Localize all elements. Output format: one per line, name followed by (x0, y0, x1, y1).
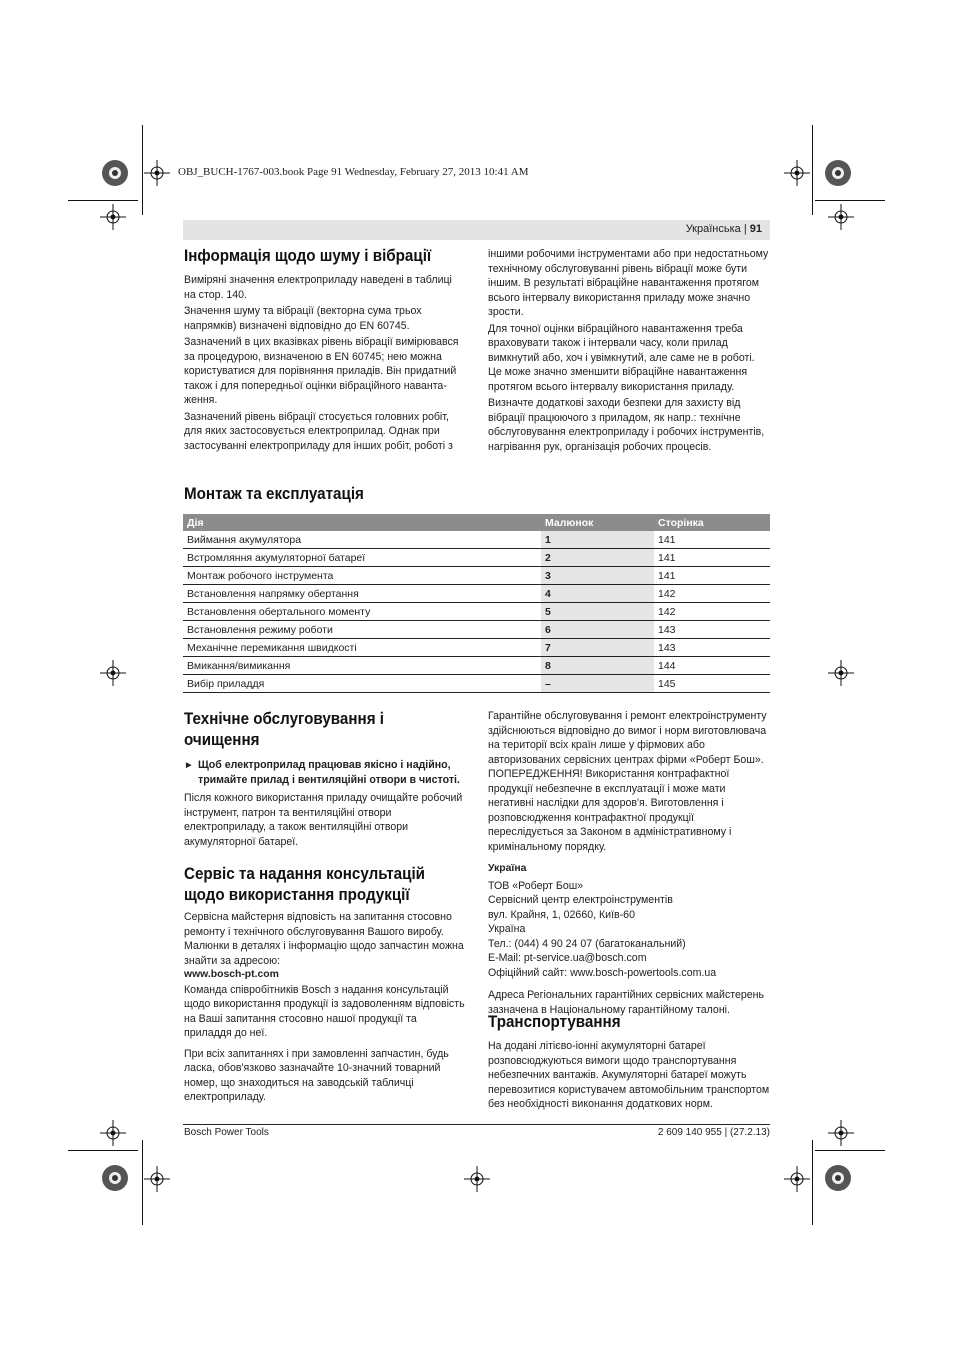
paragraph: Для точної оцінки вібраційного навантаження треба враховувати також і інтервали часу, коли прилад вимкнутий або, хоч і увімкнутий, але саме не в роботі. Це може значно зменшити вібраційне навантаження протягом всього інтервалу використання приладу. (488, 322, 755, 393)
cell-figure: 1 (541, 531, 654, 549)
address-line: Україна (488, 923, 526, 935)
cell-figure: 3 (541, 567, 654, 585)
paragraph: Виміряні значення електроприладу наведені в таблиці на стор. 140. (184, 274, 452, 301)
paragraph: Зазначений рівень вібрації стосується головних робіт, для яких застосовується електроприлад. Однак при застосуванні електроприладу для інших робіт, роботі з (184, 410, 453, 452)
page-number: 91 (749, 223, 762, 235)
address-line: ТОВ «Роберт Бош» (488, 879, 584, 892)
paragraph: іншими робочими інструментами або при недостатньому технічному обслуговуванні рівень вібрації може бути іншим. В результаті вібраційне навантаження протягом всього інтервалу використання приладу може значно зрости. (488, 248, 769, 318)
paragraph: Зазначений в цих вказівках рівень вібрації вимірювався за процедурою, визначеною в EN 60745; нею можна користуватися для порівняння приладів. Він придатний також і для попередньої оцінки вібраційного наванта-ження. (184, 336, 459, 406)
operation-title: Монтаж та експлуатація (184, 485, 364, 503)
website-link[interactable]: www.bosch-pt.com (184, 969, 279, 980)
crosshair-icon (828, 204, 854, 230)
cell-action: Виймання акумулятора (183, 531, 541, 549)
cell-figure: 7 (541, 639, 654, 657)
crosshair-icon (464, 1166, 490, 1192)
website-line[interactable]: Офіційний сайт: www.bosch-powertools.com.ua (488, 966, 717, 979)
operations-table (183, 514, 770, 693)
registration-mark-icon (823, 1163, 853, 1193)
table-row (183, 603, 770, 621)
noise-section (184, 246, 484, 267)
footer-doc-number: 2 609 140 955 | (27.2.13) (657, 1127, 770, 1138)
page-header (183, 220, 770, 240)
cell-figure: 5 (541, 603, 654, 621)
table-row (183, 621, 770, 639)
maintenance-body (184, 758, 466, 851)
table-row (183, 585, 770, 603)
paragraph: Визначте додаткові заходи безпеки для захисту від вібрації працюючого з приладом, як напр.: технічне обслуговування електроприладу і робочих інструментів, нагрівання рук, організація робочих процесів. (488, 397, 765, 453)
table-header-row (183, 514, 770, 531)
header-separator: | (743, 223, 747, 235)
address (488, 879, 770, 981)
registration-mark-icon (823, 158, 853, 188)
footer-divider (183, 1124, 770, 1125)
table-row (183, 639, 770, 657)
cell-figure: – (541, 675, 654, 693)
crosshair-icon (828, 660, 854, 686)
noise-title: Інформація щодо шуму і вібрації (184, 247, 432, 265)
cell-action: Встановлення обертального моменту (183, 603, 541, 621)
crosshair-icon (144, 160, 170, 186)
table-row (183, 657, 770, 675)
paragraph: Адреса Регіональних гарантійних сервісних майстерень зазначена в Національному гарантійному талоні. (488, 989, 765, 1016)
cell-figure: 8 (541, 657, 654, 675)
cell-figure: 2 (541, 549, 654, 567)
registration-mark-icon (100, 1163, 130, 1193)
paragraph: Після кожного використання приладу очищайте робочий інструмент, патрон та вентиляційні отвори електроприладу, а також вентиляційні отвори акумуляторної батареї. (184, 792, 463, 848)
cell-action: Механічне перемикання швидкості (183, 639, 541, 657)
column-header: Сторінка (654, 514, 770, 531)
phone-line: Тел.: (044) 4 90 24 07 (багатоканальний) (488, 937, 686, 950)
cell-action: Встромляння акумуляторної батареї (183, 549, 541, 567)
crosshair-icon (784, 160, 810, 186)
table-row (183, 549, 770, 567)
paragraph: Гарантійне обслуговування і ремонт електроінструменту здійснюються відповідно до вимог і норм виготовлювача на території всіх країн лише у фірмових або авторизованих сервісних центрах фірми «Роберт Бош». ПОПЕРЕДЖЕННЯ! Використання контрафактної продукції небезпечне в експлуатації і може мати негативні наслідки для здоров'я. Виготовлення і розповсюдження контрафактної продукції переслідується за Законом в адміністративному і кримінальному порядку. (488, 710, 767, 853)
service-title: Сервіс та надання консультацій щодо використання продукції (184, 865, 426, 904)
registration-mark-icon (100, 158, 130, 188)
cell-figure: 6 (541, 621, 654, 639)
cell-page: 141 (654, 549, 770, 567)
footer-brand: Bosch Power Tools (184, 1127, 269, 1138)
address-line: Сервісний центр електроінструментів (488, 894, 673, 906)
crosshair-icon (100, 660, 126, 686)
country-label: Україна (488, 863, 527, 874)
cell-page: 145 (654, 675, 770, 693)
print-info: OBJ_BUCH-1767-003.book Page 91 Wednesday, February 27, 2013 10:41 AM (178, 166, 529, 178)
cell-page: 143 (654, 621, 770, 639)
paragraph: Значення шуму та вібрації (векторна сума трьох напрямків) визначені відповідно до EN 60745. (184, 305, 422, 332)
cell-page: 141 (654, 567, 770, 585)
cell-page: 142 (654, 603, 770, 621)
paragraph: При всіх запитаннях і при замовленні запчастин, будь ласка, обов'язково зазначайте 10-значний товарний номер, що знаходиться на заводській табличці електроприладу. (184, 1047, 449, 1103)
crosshair-icon (828, 1120, 854, 1146)
header-language: Українська (685, 223, 741, 235)
address-line: вул. Крайня, 1, 02660, Київ-60 (488, 908, 635, 921)
cell-page: 144 (654, 657, 770, 675)
noise-right-column (488, 247, 770, 456)
maintenance-bullet: ▶ Щоб електроприлад працював якісно і надійно, тримайте прилад і вентиляційні отвори в чистоті. (184, 758, 466, 787)
cell-figure: 4 (541, 585, 654, 603)
transport-body (488, 1039, 770, 1114)
crosshair-icon (100, 1120, 126, 1146)
maintenance-title: Технічне обслуговування і очищення (184, 710, 385, 749)
cell-page: 143 (654, 639, 770, 657)
table-row (183, 567, 770, 585)
crosshair-icon (100, 204, 126, 230)
cell-action: Встановлення напрямку обертання (183, 585, 541, 603)
cell-page: 142 (654, 585, 770, 603)
warranty-body (488, 709, 770, 1019)
column-header: Малюнок (541, 514, 654, 531)
column-header: Дія (183, 514, 541, 531)
transport-title: Транспортування (488, 1013, 621, 1031)
crosshair-icon (784, 1166, 810, 1192)
table-row (183, 675, 770, 693)
cell-action: Монтаж робочого інструмента (183, 567, 541, 585)
noise-left-column (184, 273, 466, 455)
cell-action: Вмикання/вимикання (183, 657, 541, 675)
table-row (183, 531, 770, 549)
paragraph: Сервісна майстерня відповість на запитання стосовно ремонту і технічного обслуговування Вашого виробу. Малюнки в деталях і інформацію щодо запчастин можна знайти за адресою: (184, 911, 464, 967)
paragraph: На додані літієво-іонні акумуляторні батареї розповсюджуються вимоги щодо транспортування небезпечних вантажів. Акумуляторні батареї можуть перевозитися користувачем автомобільним транспортом без необхідності виконання додаткових норм. (488, 1040, 770, 1110)
paragraph: Команда співробітників Bosch з надання консультацій щодо використання продукції із задоволенням відповість на Ваші запитання стосовно нашої продукції та приладдя до неї. (184, 983, 465, 1039)
cell-action: Вибір приладдя (183, 675, 541, 693)
cell-action: Встановлення режиму роботи (183, 621, 541, 639)
email-line[interactable]: E-Mail: pt-service.ua@bosch.com (488, 952, 647, 964)
crosshair-icon (144, 1166, 170, 1192)
cell-page: 141 (654, 531, 770, 549)
service-body (184, 910, 466, 1107)
